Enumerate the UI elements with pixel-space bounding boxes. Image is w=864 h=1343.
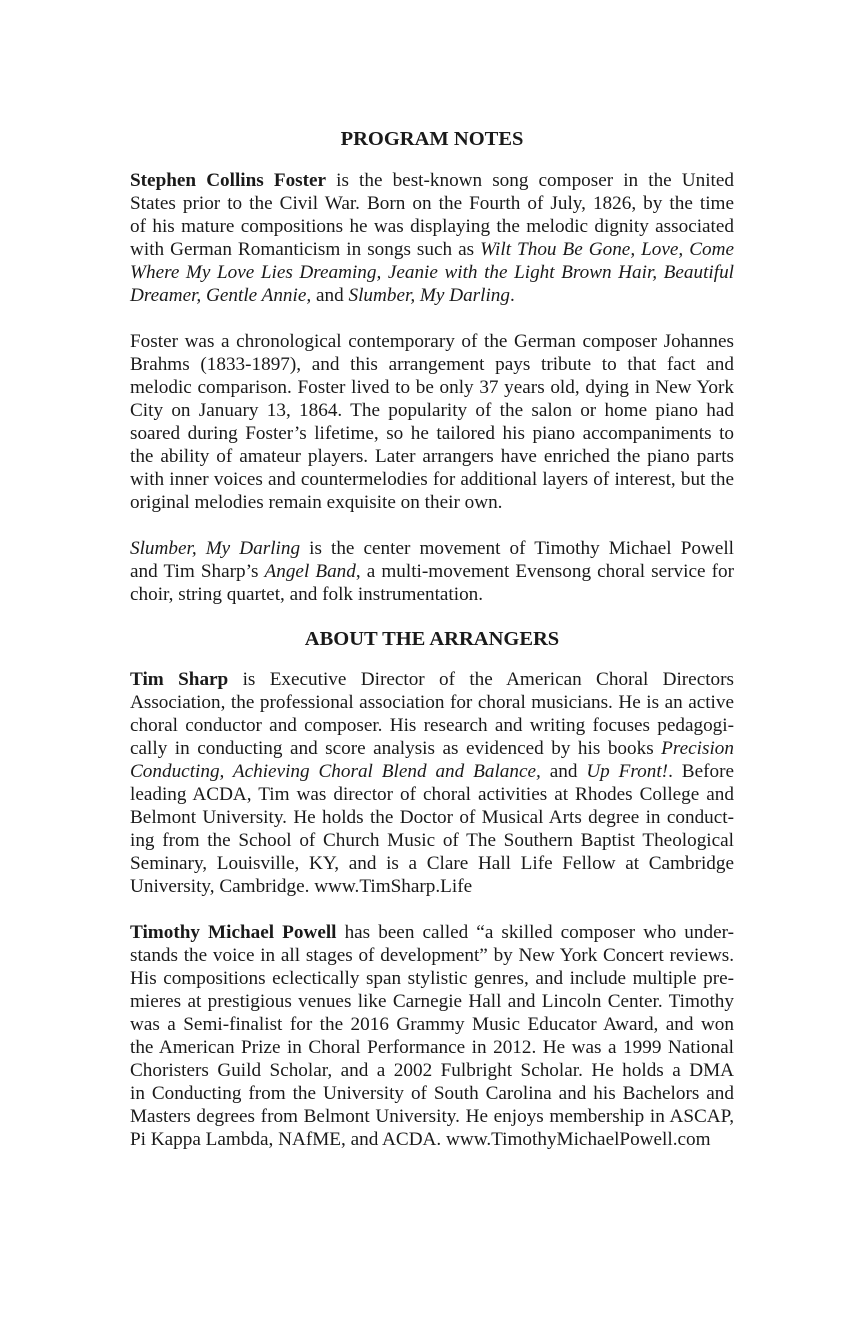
text-run: is the center movement of Timothy Michael Powell	[300, 538, 734, 559]
text-line	[130, 215, 734, 238]
text-line	[130, 284, 734, 307]
bold-name: Tim Sharp	[130, 669, 229, 690]
text-line	[130, 537, 734, 560]
text-run: has been called “a skilled composer who under-	[336, 922, 734, 943]
text-run: the American Prize in Choral Performance in 2012. He was a 1999 National	[130, 1037, 734, 1058]
text-line	[130, 376, 734, 399]
text-run: . Before	[668, 761, 734, 782]
text-run: melodic comparison. Foster lived to be only 37 years old, dying in New York	[130, 377, 734, 398]
text-line	[130, 967, 734, 990]
text-line	[130, 422, 734, 445]
text-run: leading ACDA, Tim was director of choral activities at Rhodes College and	[130, 784, 734, 805]
text-line	[130, 238, 734, 261]
text-run: of his mature compositions he was displaying the melodic dignity associated	[130, 216, 734, 237]
text-run: ing from the School of Church Music of The Southern Baptist Theological	[130, 830, 734, 851]
text-run: and	[540, 761, 587, 782]
text-line	[130, 783, 734, 806]
text-run: States prior to the Civil War. Born on the Fourth of July, 1826, by the time	[130, 193, 734, 214]
paragraph-foster-intro	[130, 169, 734, 307]
text-run: in Conducting from the University of South Carolina and his Bachelors and	[130, 1083, 734, 1104]
text-line	[130, 1059, 734, 1082]
text-line	[130, 691, 734, 714]
text-run: Brahms (1833-1897), and this arrangement pays tribute to that fact and	[130, 354, 734, 375]
text-line	[130, 921, 734, 944]
text-line	[130, 1082, 734, 1105]
italic-title: Slumber, My Darling	[130, 538, 301, 559]
program-notes-heading: PROGRAM NOTES	[340, 128, 524, 150]
text-line	[130, 806, 734, 829]
text-line	[130, 668, 734, 691]
text-run: and Tim Sharp’s	[130, 561, 265, 582]
text-line	[130, 560, 734, 583]
text-run: and	[311, 285, 349, 306]
text-run: with inner voices and countermelodies for additional layers of interest, but the	[130, 469, 734, 490]
italic-title: Wilt Thou Be Gone, Love, Come	[480, 239, 735, 260]
text-run: Pi Kappa Lambda, NAfME, and ACDA. www.TimothyMichaelPowell.com	[130, 1129, 711, 1150]
text-run: the ability of amateur players. Later arrangers have enriched the piano parts	[130, 446, 734, 467]
text-line	[130, 714, 734, 737]
italic-title: Precision	[661, 738, 734, 759]
text-line	[130, 760, 734, 783]
text-line	[130, 990, 734, 1013]
text-line	[130, 491, 734, 514]
italic-title: Dreamer, Gentle Annie,	[130, 285, 312, 306]
text-line	[130, 1013, 734, 1036]
text-run: Masters degrees from Belmont University. He enjoys membership in ASCAP,	[130, 1106, 734, 1127]
text-run: stands the voice in all stages of development” by New York Concert reviews.	[130, 945, 734, 966]
text-run: soared during Foster’s lifetime, so he tailored his piano accompaniments to	[130, 423, 734, 444]
italic-title: Angel Band	[264, 561, 356, 582]
text-run: .	[509, 285, 515, 306]
text-line	[130, 445, 734, 468]
text-line	[130, 261, 734, 284]
text-line	[130, 169, 734, 192]
text-run: was a Semi-finalist for the 2016 Grammy Music Educator Award, and won	[130, 1014, 734, 1035]
text-line	[130, 353, 734, 376]
text-run: , a multi-movement Evensong choral service for	[355, 561, 734, 582]
text-run: choir, string quartet, and folk instrumentation.	[130, 584, 484, 605]
text-line	[130, 737, 734, 760]
text-line	[130, 330, 734, 353]
text-run: University, Cambridge. www.TimSharp.Life	[130, 876, 473, 897]
text-line	[130, 875, 734, 898]
paragraph-slumber-angel-band	[130, 537, 734, 606]
text-run: His compositions eclectically span stylistic genres, and include multiple pre-	[130, 968, 734, 989]
text-run: is Executive Director of the American Choral Directors	[228, 669, 734, 690]
text-run: original melodies remain exquisite on their own.	[130, 492, 503, 513]
text-run: Seminary, Louisville, KY, and is a Clare Hall Life Fellow at Cambridge	[130, 853, 734, 874]
text-line	[130, 1105, 734, 1128]
bold-name: Stephen Collins Foster	[130, 170, 327, 191]
text-line	[130, 1036, 734, 1059]
text-run: with German Romanticism in songs such as	[130, 239, 481, 260]
paragraph-timothy-powell-bio	[130, 921, 734, 1151]
text-line	[130, 399, 734, 422]
text-line	[130, 1128, 734, 1151]
italic-title: Up Front!	[586, 761, 669, 782]
text-run: Choristers Guild Scholar, and a 2002 Fulbright Scholar. He holds a DMA	[130, 1060, 734, 1081]
bold-name: Timothy Michael Powell	[130, 922, 337, 943]
text-line	[130, 468, 734, 491]
text-run: Foster was a chronological contemporary of the German composer Johannes	[130, 331, 734, 352]
text-run: choral conductor and composer. His research and writing focuses pedagogi-	[130, 715, 734, 736]
text-run: is the best-known song composer in the United	[326, 170, 734, 191]
text-line	[130, 944, 734, 967]
text-run: cally in conducting and score analysis as evidenced by his books	[130, 738, 662, 759]
text-line	[130, 192, 734, 215]
document-page	[130, 126, 734, 1174]
paragraph-foster-brahms	[130, 330, 734, 514]
text-line	[130, 852, 734, 875]
text-line	[130, 829, 734, 852]
italic-title: Where My Love Lies Dreaming, Jeanie with the Light Brown Hair, Beautiful	[130, 262, 734, 283]
text-run: City on January 13, 1864. The popularity of the salon or home piano had	[130, 400, 734, 421]
text-run: mieres at prestigious venues like Carnegie Hall and Lincoln Center. Timothy	[130, 991, 734, 1012]
italic-title: Slumber, My Darling	[348, 285, 510, 306]
text-run: Belmont University. He holds the Doctor of Musical Arts degree in conduct-	[130, 807, 734, 828]
text-run: Association, the professional association for choral musicians. He is an active	[130, 692, 734, 713]
text-line	[130, 583, 734, 606]
paragraph-tim-sharp-bio	[130, 668, 734, 898]
italic-title: Conducting, Achieving Choral Blend and Balance,	[130, 761, 541, 782]
about-arrangers-heading: ABOUT THE ARRANGERS	[304, 628, 560, 650]
